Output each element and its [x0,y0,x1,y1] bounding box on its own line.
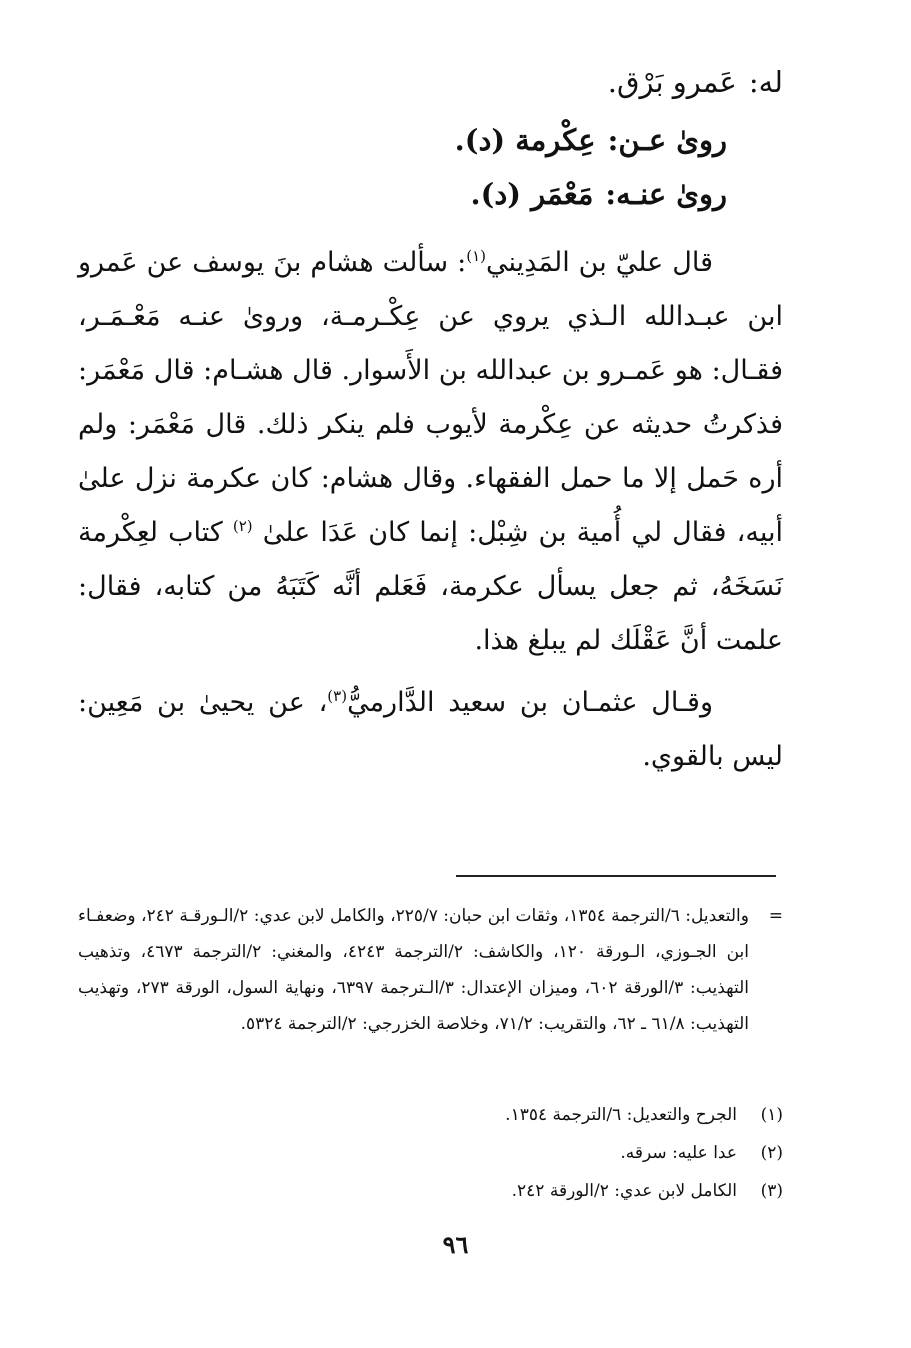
paragraph-2-start: وقـال عثمـان بن سعيد الدَّارميُّ [347,687,713,718]
footnote-text: الكامل لابن عدي: ٢/الورقة ٢٤٢. [511,1181,737,1201]
footnote-ref-3: (٣) [327,687,348,705]
header-value-2: عِكْرمة (د). [454,123,596,157]
footnote-1 [505,1100,783,1130]
header-label-3: روىٰ عنـه: [605,177,727,211]
header-label-2: روىٰ عـن: [607,123,727,157]
page-number: ٩٦ [442,1230,469,1259]
footnote-text: عدا عليه: سرقه. [620,1143,737,1163]
footnote-divider [456,875,776,877]
paragraph-uthman-darimi [78,676,783,784]
paragraph-2-rest: ، عن يحيىٰ بن مَعِين: ليس بالقوي. [78,687,783,772]
header-label-1: له: [748,65,783,99]
footnote-number: (١) [760,1105,783,1125]
footnote-3 [512,1176,783,1206]
paragraph-1-end: كتاب لعِكْرمة نَسَخَهُ، ثم جعل يسأل عكرمة، فَعَلم أنَّه كَتَبَهُ من كتابه، فقال: علمت أنَّ عَقْلَك لم يبلغ هذا. [78,517,783,656]
paragraph-1-start: قال عليّ بن المَدِيني [486,247,714,278]
paragraph-1-rest: : سألت هشام بنَ يوسف عن عَمرو ابن عبـدالله الـذي يروي عن عِكْـرمـة، وروىٰ عنـه مَعْـمَـر، فقـال: هو عَمـرو بن عبدالله بن الأَسوار. قال هشـام: قال مَعْمَر: فذكرتُ حديثه عن عِكْرمة لأيوب فلم ينكر ذلك. قال مَعْمَر: ولم أره حَمل إلا ما حمل الفقهاء. وقال هشام: كان عكرمة نزل علىٰ أبيه، فقال لي أُمية بن شِبْل: إنما كان عَدَا علىٰ [78,247,783,548]
continuation-text: والتعديل: ٦/الترجمة ١٣٥٤، وثقات ابن حبان: ٢٢٥/٧، والكامل لابن عدي: ٢/الـورقـة ٢٤٢، وضعفـاء ابن الجـوزي، الـورقة ١٢٠، والكاشف: ٢/الترجمة ٤٢٤٣، والمغني: ٢/الترجمة ٤٦٧٣، وتذهيب التهذيب: ٣/الورقة ٦٠٢، وميزان الإعتدال: ٣/الـترجمة ٦٣٩٧، ونهاية السول، الورقة ٢٧٣، وتهذيب التهذيب: ٦١/٨ ـ ٦٢، والتقريب: ٧١/٢، وخلاصة الخزرجي: ٢/الترجمة ٥٣٢٤. [78,906,749,1034]
footnote-continuation [78,898,783,1042]
paragraph-ali-ibn-madini [78,236,783,668]
footnote-text: الجرح والتعديل: ٦/الترجمة ١٣٥٤. [505,1105,737,1125]
header-line-1 [608,62,783,102]
footnote-number: (٢) [760,1143,783,1163]
footnote-ref-1: (١) [466,247,487,265]
footnote-2 [620,1138,783,1168]
continuation-marker: = [768,906,783,926]
footnote-number: (٣) [760,1181,783,1201]
header-line-2 [455,120,727,160]
header-value-3: مَعْمَر (د). [470,177,594,211]
footnote-ref-2: (٢) [232,517,253,535]
header-line-3 [471,174,727,214]
header-value-1: عَمرو بَرْق. [607,65,737,99]
